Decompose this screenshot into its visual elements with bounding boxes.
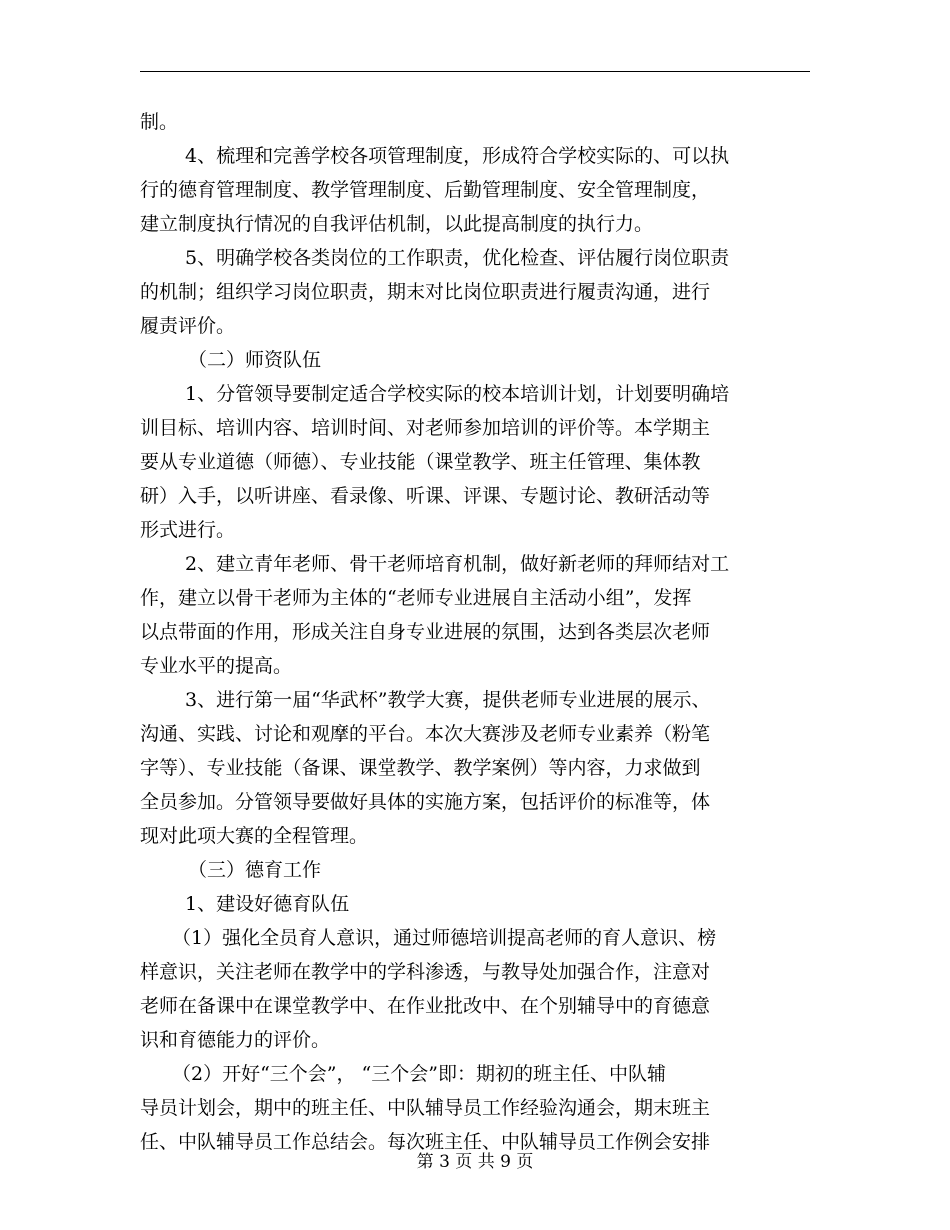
text-line: （1）强化全员育人意识，通过师德培训提高老师的育人意识、榜	[172, 927, 717, 949]
text-line: 形式进行。	[140, 519, 236, 541]
text-line: 制。	[140, 111, 179, 133]
header-rule	[140, 71, 810, 72]
text-line: 1、分管领导要制定适合学校实际的校本培训计划，计划要明确培	[185, 383, 730, 405]
text-line: 老师在备课中在课堂教学中、在作业批改中、在个别辅导中的育德意	[140, 995, 711, 1017]
text-line: （2）开好“三个会”， “三个会”即：期初的班主任、中队辅	[172, 1063, 666, 1085]
text-line: 履责评价。	[140, 315, 236, 337]
text-line: 全员参加。分管领导要做好具体的实施方案，包括评价的标准等，体	[140, 791, 711, 813]
text-line: 字等）、专业技能（备课、课堂教学、教学案例）等内容，力求做到	[140, 757, 701, 779]
text-line: 以点带面的作用，形成关注自身专业进展的氛围，达到各类层次老师	[140, 621, 711, 643]
text-line: 任、中队辅导员工作总结会。每次班主任、中队辅导员工作例会安排	[140, 1131, 711, 1153]
text-line: 1、建设好德育队伍	[185, 893, 350, 915]
text-line: 要从专业道德（师德）、专业技能（课堂教学、班主任管理、集体教	[140, 451, 701, 473]
text-line: 4、梳理和完善学校各项管理制度，形成符合学校实际的、可以执	[185, 145, 730, 167]
text-line: 5、明确学校各类岗位的工作职责，优化检查、评估履行岗位职责	[185, 247, 730, 269]
page-footer: 第 3 页 共 9 页	[416, 1152, 534, 1172]
text-line: 样意识，关注老师在教学中的学科渗透，与教导处加强合作，注意对	[140, 961, 711, 983]
text-line: （三）德育工作	[188, 859, 322, 881]
text-line: 的机制；组织学习岗位职责，期末对比岗位职责进行履责沟通，进行	[140, 281, 711, 303]
document-body	[140, 106, 810, 1160]
text-line: 识和育德能力的评价。	[140, 1029, 331, 1051]
text-line: 现对此项大赛的全程管理。	[140, 825, 369, 847]
text-line: 建立制度执行情况的自我评估机制，以此提高制度的执行力。	[140, 213, 654, 235]
text-line: 专业水平的提高。	[140, 655, 293, 677]
text-line: 行的德育管理制度、教学管理制度、后勤管理制度、安全管理制度，	[140, 179, 711, 201]
text-line: （二）师资队伍	[188, 349, 322, 371]
text-line: 2、建立青年老师、骨干老师培育机制，做好新老师的拜师结对工	[185, 553, 730, 575]
text-line: 3、进行第一届“华武杯”教学大赛，提供老师专业进展的展示、	[185, 689, 711, 711]
text-line: 训目标、培训内容、培训时间、对老师参加培训的评价等。本学期主	[140, 417, 711, 439]
text-line: 作，建立以骨干老师为主体的“老师专业进展自主活动小组”，发挥	[140, 587, 692, 609]
text-line: 研）入手，以听讲座、看录像、听课、评课、专题讨论、教研活动等	[140, 485, 711, 507]
text-line: 沟通、实践、讨论和观摩的平台。本次大赛涉及老师专业素养（粉笔	[140, 723, 711, 745]
text-line: 导员计划会，期中的班主任、中队辅导员工作经验沟通会，期末班主	[140, 1097, 711, 1119]
